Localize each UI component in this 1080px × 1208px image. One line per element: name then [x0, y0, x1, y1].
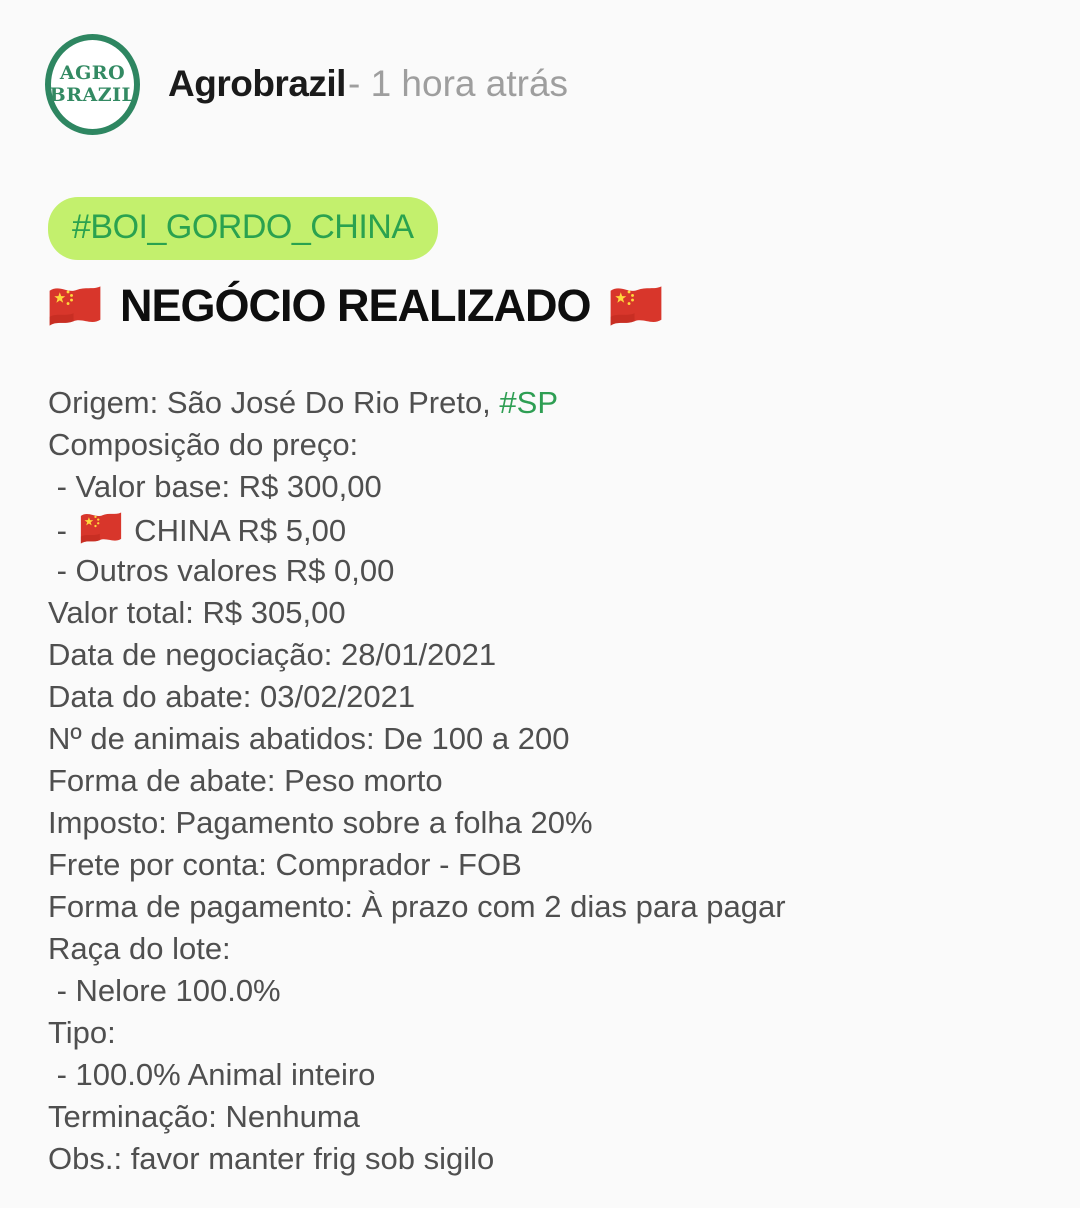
- text-segment: Terminação: Nenhuma: [48, 1099, 360, 1134]
- body-line: [48, 676, 786, 718]
- body-line: [48, 424, 786, 466]
- china-flag-icon: [607, 280, 665, 332]
- logo-text-line2: BRAZIL: [49, 84, 136, 106]
- body-line: [48, 1138, 786, 1180]
- body-line: [48, 760, 786, 802]
- text-segment: Forma de pagamento: À prazo com 2 dias para pagar: [48, 889, 786, 924]
- text-segment: Composição do preço:: [48, 427, 359, 462]
- body-line: [48, 802, 786, 844]
- text-segment: - Nelore 100.0%: [48, 973, 281, 1008]
- body-line: [48, 970, 786, 1012]
- body-line: [48, 844, 786, 886]
- china-flag-icon: [78, 508, 124, 548]
- post-timestamp: - 1 hora atrás: [347, 63, 569, 104]
- post-title-text: NEGÓCIO REALIZADO: [120, 280, 591, 331]
- body-line: [48, 1012, 786, 1054]
- text-segment: Frete por conta: Comprador - FOB: [48, 847, 522, 882]
- body-line: [48, 718, 786, 760]
- text-segment: Tipo:: [48, 1015, 116, 1050]
- post-title: [46, 280, 665, 332]
- agrobrazil-logo[interactable]: [45, 34, 140, 135]
- text-segment: Obs.: favor manter frig sob sigilo: [48, 1141, 495, 1176]
- body-line: [48, 886, 786, 928]
- post-body: [48, 382, 786, 1180]
- post-header: [45, 33, 568, 135]
- text-segment: Origem: São José Do Rio Preto,: [48, 385, 500, 420]
- text-segment: Imposto: Pagamento sobre a folha 20%: [48, 805, 593, 840]
- body-line: [48, 1096, 786, 1138]
- body-line: [48, 466, 786, 508]
- author-name[interactable]: Agrobrazil: [168, 63, 346, 104]
- text-segment: Data de negociação: 28/01/2021: [48, 637, 497, 672]
- hashtag-label: #BOI_GORDO_CHINA: [72, 208, 414, 246]
- text-segment: - 100.0% Animal inteiro: [48, 1057, 376, 1092]
- byline: [168, 63, 568, 105]
- text-segment: - Valor base: R$ 300,00: [48, 469, 382, 504]
- sp-state-hashtag[interactable]: #SP: [499, 385, 559, 420]
- body-line: [48, 508, 786, 550]
- logo-text-line1: AGRO: [59, 62, 126, 84]
- text-segment: Raça do lote:: [48, 931, 231, 966]
- body-line: [48, 1054, 786, 1096]
- text-segment: Valor total: R$ 305,00: [48, 595, 346, 630]
- china-flag-icon: [46, 280, 104, 332]
- body-line: [48, 382, 786, 424]
- body-line: [48, 592, 786, 634]
- body-line: [48, 634, 786, 676]
- hashtag-boi-gordo-china[interactable]: [48, 197, 438, 260]
- body-line: [48, 550, 786, 592]
- text-segment: -: [48, 513, 76, 548]
- text-segment: Data do abate: 03/02/2021: [48, 679, 416, 714]
- text-segment: CHINA R$ 5,00: [125, 513, 347, 548]
- body-line: [48, 928, 786, 970]
- text-segment: Forma de abate: Peso morto: [48, 763, 443, 798]
- text-segment: Nº de animais abatidos: De 100 a 200: [48, 721, 570, 756]
- text-segment: - Outros valores R$ 0,00: [48, 553, 395, 588]
